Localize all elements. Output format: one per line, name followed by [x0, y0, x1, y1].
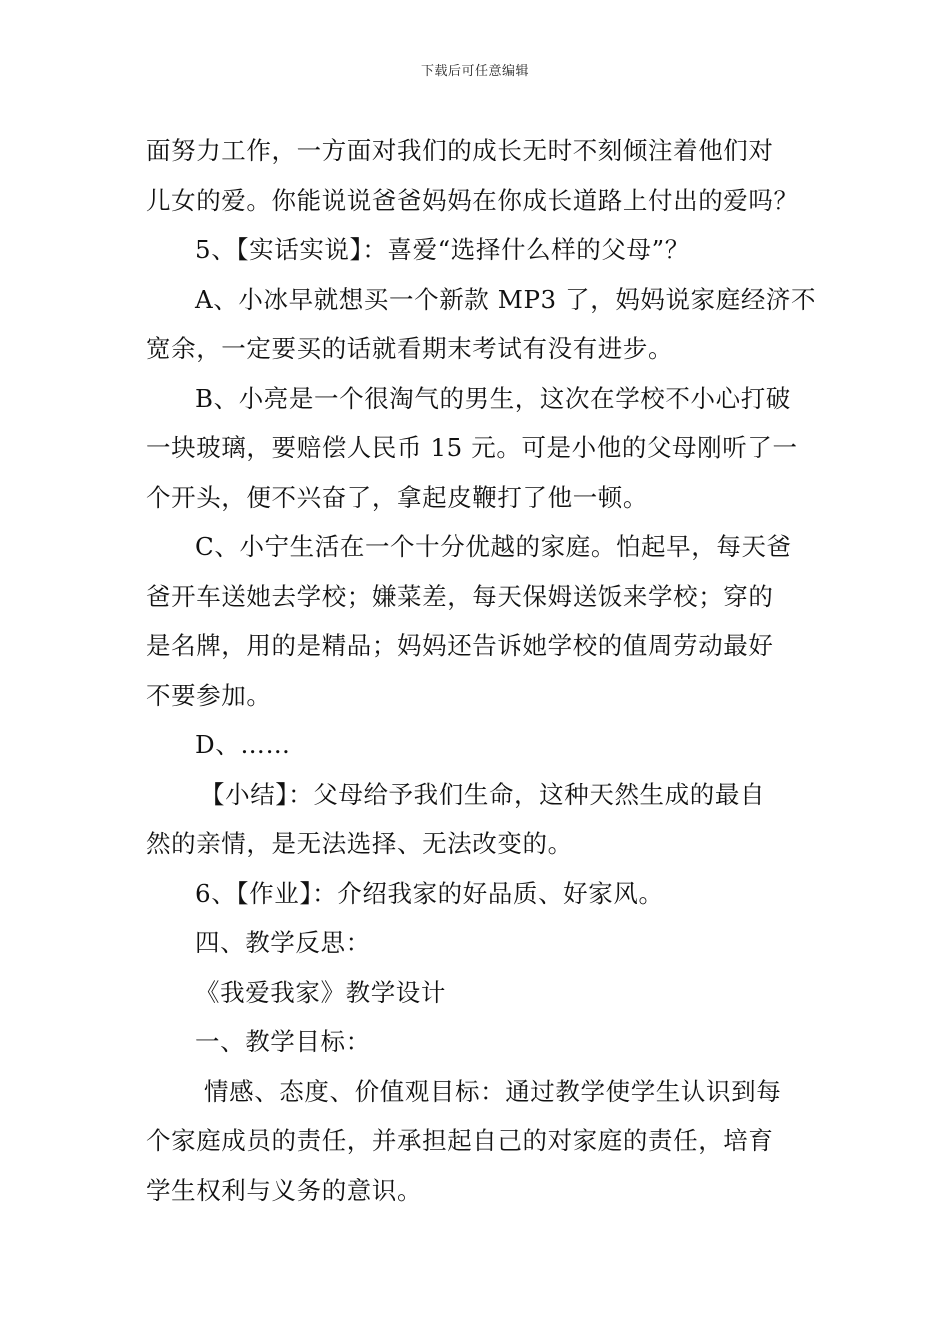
summary-line: 【小结】：父母给予我们生命，这种天然生成的最自 [200, 779, 766, 809]
option-a-line: A、小冰早就想买一个新款 MP3 了，妈妈说家庭经济不 [195, 284, 816, 314]
page-header: 下载后可任意编辑 [420, 64, 529, 79]
paragraph-line: 是名牌，用的是精品；妈妈还告诉她学校的值周劳动最好 [146, 631, 774, 660]
paragraph-line: 学生权利与义务的意识。 [146, 1175, 423, 1205]
paragraph-line: 然的亲情，是无法选择、无法改变的。 [146, 829, 573, 858]
paragraph-line: 宽余，一定要买的话就看期末考试有没有进步。 [146, 334, 674, 363]
paragraph-line: 个家庭成员的责任，并承担起自己的对家庭的责任，培育 [146, 1126, 774, 1155]
option-c-line: C、小宁生活在一个十分优越的家庭。怕起早，每天爸 [195, 532, 792, 561]
goal-paragraph-line: 情感、态度、价值观目标：通过教学使学生认识到每 [204, 1076, 782, 1106]
paragraph-line: 爸开车送她去学校；嫌菜差，每天保姆送饭来学校；穿的 [146, 581, 774, 611]
paragraph-line: 一块玻璃，要赔偿人民币 15 元。可是小他的父母刚听了一 [146, 433, 798, 462]
paragraph-line: 面努力工作，一方面对我们的成长无时不刻倾注着他们对 [146, 136, 774, 165]
section-heading-reflection: 四、教学反思： [195, 928, 371, 957]
section-heading-6: 6、【作业】：介绍我家的好品质、好家风。 [195, 878, 664, 908]
document-body [146, 126, 816, 1215]
option-d-line: D、…… [195, 730, 291, 759]
paragraph-line: 不要参加。 [146, 680, 272, 710]
paragraph-line: 个开头，便不兴奋了，拿起皮鞭打了他一顿。 [146, 482, 648, 512]
section-heading-goals: 一、教学目标： [195, 1027, 371, 1056]
section-heading-5: 5、【实话实说】：喜爱“选择什么样的父母”？ [195, 235, 690, 264]
document-subtitle: 《我爱我家》教学设计 [195, 977, 446, 1007]
paragraph-line: 儿女的爱。你能说说爸爸妈妈在你成长道路上付出的爱吗？ [146, 185, 799, 215]
option-b-line: B、小亮是一个很淘气的男生，这次在学校不小心打破 [195, 383, 791, 413]
